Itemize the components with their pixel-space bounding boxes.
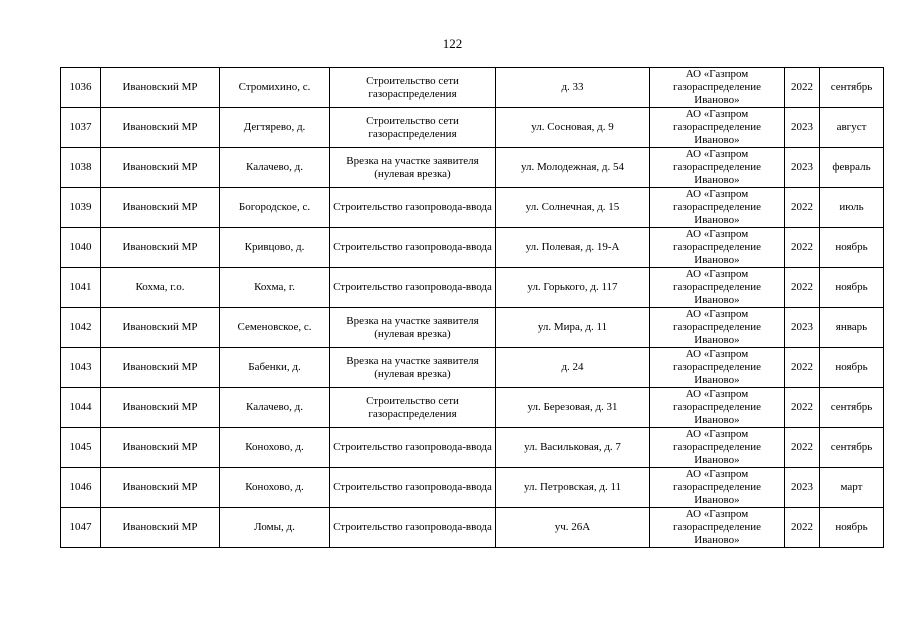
month-cell: ноябрь [820,228,884,268]
municipality-cell: Ивановский МР [101,148,220,188]
municipality-cell: Ивановский МР [101,428,220,468]
table-row [61,308,884,348]
organization-cell: АО «Газпром газораспределение Иваново» [650,108,785,148]
organization-cell: АО «Газпром газораспределение Иваново» [650,228,785,268]
month-cell: ноябрь [820,508,884,548]
organization-cell: АО «Газпром газораспределение Иваново» [650,68,785,108]
organization-cell: АО «Газпром газораспределение Иваново» [650,308,785,348]
work-type-cell: Строительство газопровода-ввода [330,228,496,268]
table-row [61,388,884,428]
municipality-cell: Ивановский МР [101,228,220,268]
work-type-cell: Строительство газопровода-ввода [330,468,496,508]
table-row [61,68,884,108]
settlement-cell: Конохово, д. [220,428,330,468]
row-number-cell: 1039 [61,188,101,228]
work-type-cell: Врезка на участке заявителя (нулевая врезка) [330,148,496,188]
municipality-cell: Ивановский МР [101,348,220,388]
row-number-cell: 1043 [61,348,101,388]
table-row [61,268,884,308]
municipality-cell: Ивановский МР [101,468,220,508]
organization-cell: АО «Газпром газораспределение Иваново» [650,188,785,228]
table-row [61,508,884,548]
row-number-cell: 1038 [61,148,101,188]
organization-cell: АО «Газпром газораспределение Иваново» [650,428,785,468]
work-type-cell: Строительство газопровода-ввода [330,188,496,228]
address-cell: ул. Сосновая, д. 9 [496,108,650,148]
settlement-cell: Семеновское, с. [220,308,330,348]
municipality-cell: Ивановский МР [101,68,220,108]
year-cell: 2023 [785,148,820,188]
municipality-cell: Ивановский МР [101,308,220,348]
row-number-cell: 1036 [61,68,101,108]
address-cell: ул. Солнечная, д. 15 [496,188,650,228]
address-cell: ул. Мира, д. 11 [496,308,650,348]
organization-cell: АО «Газпром газораспределение Иваново» [650,508,785,548]
settlement-cell: Калачево, д. [220,148,330,188]
year-cell: 2022 [785,388,820,428]
address-cell: ул. Петровская, д. 11 [496,468,650,508]
year-cell: 2022 [785,348,820,388]
table-row [61,148,884,188]
settlement-cell: Богородское, с. [220,188,330,228]
address-cell: ул. Васильковая, д. 7 [496,428,650,468]
work-type-cell: Врезка на участке заявителя (нулевая врезка) [330,308,496,348]
address-cell: ул. Горького, д. 117 [496,268,650,308]
row-number-cell: 1047 [61,508,101,548]
month-cell: сентябрь [820,428,884,468]
row-number-cell: 1045 [61,428,101,468]
table-body [61,68,884,548]
address-cell: ул. Полевая, д. 19-А [496,228,650,268]
row-number-cell: 1041 [61,268,101,308]
address-cell: ул. Березовая, д. 31 [496,388,650,428]
month-cell: февраль [820,148,884,188]
row-number-cell: 1037 [61,108,101,148]
month-cell: сентябрь [820,68,884,108]
settlement-cell: Калачево, д. [220,388,330,428]
month-cell: март [820,468,884,508]
year-cell: 2023 [785,468,820,508]
page-number: 122 [442,36,463,51]
work-type-cell: Строительство сети газораспределения [330,68,496,108]
organization-cell: АО «Газпром газораспределение Иваново» [650,348,785,388]
work-type-cell: Строительство газопровода-ввода [330,508,496,548]
year-cell: 2022 [785,508,820,548]
organization-cell: АО «Газпром газораспределение Иваново» [650,388,785,428]
year-cell: 2022 [785,68,820,108]
municipality-cell: Кохма, г.о. [101,268,220,308]
settlement-cell: Кохма, г. [220,268,330,308]
work-type-cell: Строительство газопровода-ввода [330,268,496,308]
table-row [61,428,884,468]
year-cell: 2023 [785,108,820,148]
year-cell: 2022 [785,188,820,228]
row-number-cell: 1044 [61,388,101,428]
table-row [61,468,884,508]
municipality-cell: Ивановский МР [101,508,220,548]
settlement-cell: Бабенки, д. [220,348,330,388]
gasification-table [60,67,884,548]
settlement-cell: Ломы, д. [220,508,330,548]
work-type-cell: Строительство сети газораспределения [330,108,496,148]
address-cell: уч. 26А [496,508,650,548]
settlement-cell: Стромихино, с. [220,68,330,108]
work-type-cell: Строительство газопровода-ввода [330,428,496,468]
table-row [61,188,884,228]
organization-cell: АО «Газпром газораспределение Иваново» [650,148,785,188]
settlement-cell: Конохово, д. [220,468,330,508]
month-cell: июль [820,188,884,228]
year-cell: 2022 [785,268,820,308]
address-cell: ул. Молодежная, д. 54 [496,148,650,188]
settlement-cell: Кривцово, д. [220,228,330,268]
row-number-cell: 1042 [61,308,101,348]
row-number-cell: 1046 [61,468,101,508]
row-number-cell: 1040 [61,228,101,268]
settlement-cell: Дегтярево, д. [220,108,330,148]
address-cell: д. 24 [496,348,650,388]
organization-cell: АО «Газпром газораспределение Иваново» [650,268,785,308]
year-cell: 2022 [785,428,820,468]
work-type-cell: Строительство сети газораспределения [330,388,496,428]
year-cell: 2023 [785,308,820,348]
month-cell: ноябрь [820,268,884,308]
address-cell: д. 33 [496,68,650,108]
month-cell: январь [820,308,884,348]
month-cell: сентябрь [820,388,884,428]
table-row [61,348,884,388]
municipality-cell: Ивановский МР [101,108,220,148]
month-cell: август [820,108,884,148]
table-row [61,108,884,148]
organization-cell: АО «Газпром газораспределение Иваново» [650,468,785,508]
month-cell: ноябрь [820,348,884,388]
year-cell: 2022 [785,228,820,268]
table-row [61,228,884,268]
municipality-cell: Ивановский МР [101,388,220,428]
work-type-cell: Врезка на участке заявителя (нулевая врезка) [330,348,496,388]
municipality-cell: Ивановский МР [101,188,220,228]
